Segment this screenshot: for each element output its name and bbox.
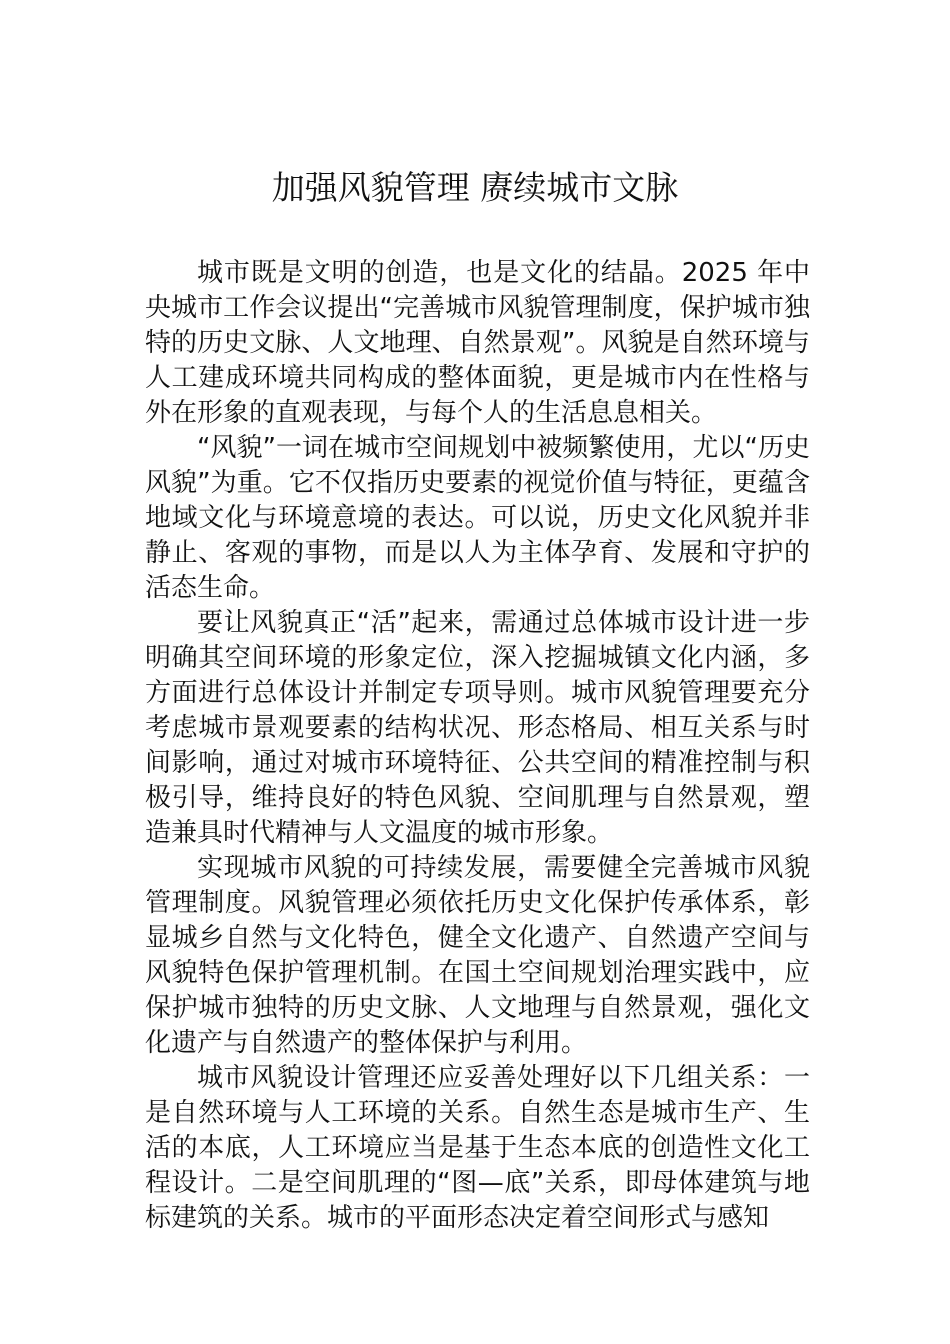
paragraph-5: 城市风貌设计管理还应妥善处理好以下几组关系：一是自然环境与人工环境的关系。自然生态是城市生产、生活的本底，人工环境应当是基于生态本底的创造性文化工程设计。二是空间肌理的“图—底”关系，即母体建筑与地标建筑的关系。城市的平面形态决定着空间形式与感知: [145, 1063, 810, 1233]
paragraph-3: 要让风貌真正“活”起来，需通过总体城市设计进一步明确其空间环境的形象定位，深入挖掘城镇文化内涵，多方面进行总体设计并制定专项导则。城市风貌管理要充分考虑城市景观要素的结构状况、形态格局、相互关系与时间影响，通过对城市环境特征、公共空间的精准控制与积极引导，维持良好的特色风貌、空间肌理与自然景观，塑造兼具时代精神与人文温度的城市形象。: [145, 608, 810, 848]
paragraph-2: “风貌”一词在城市空间规划中被频繁使用，尤以“历史风貌”为重。它不仅指历史要素的视觉价值与特征，更蕴含地域文化与环境意境的表达。可以说，历史文化风貌并非静止、客观的事物，而是以人为主体孕育、发展和守护的活态生命。: [145, 433, 810, 603]
document-title: 加强风貌管理 赓续城市文脉: [271, 168, 679, 207]
document-body: [145, 256, 810, 1236]
paragraph-1: 城市既是文明的创造，也是文化的结晶。2025 年中央城市工作会议提出“完善城市风貌管理制度，保护城市独特的历史文脉、人文地理、自然景观”。风貌是自然环境与人工建成环境共同构成的整体面貌，更是城市内在性格与外在形象的直观表现，与每个人的生活息息相关。: [145, 258, 810, 428]
paragraph-4: 实现城市风貌的可持续发展，需要健全完善城市风貌管理制度。风貌管理必须依托历史文化保护传承体系，彰显城乡自然与文化特色，健全文化遗产、自然遗产空间与风貌特色保护管理机制。在国土空间规划治理实践中，应保护城市独特的历史文脉、人文地理与自然景观，强化文化遗产与自然遗产的整体保护与利用。: [145, 853, 810, 1058]
